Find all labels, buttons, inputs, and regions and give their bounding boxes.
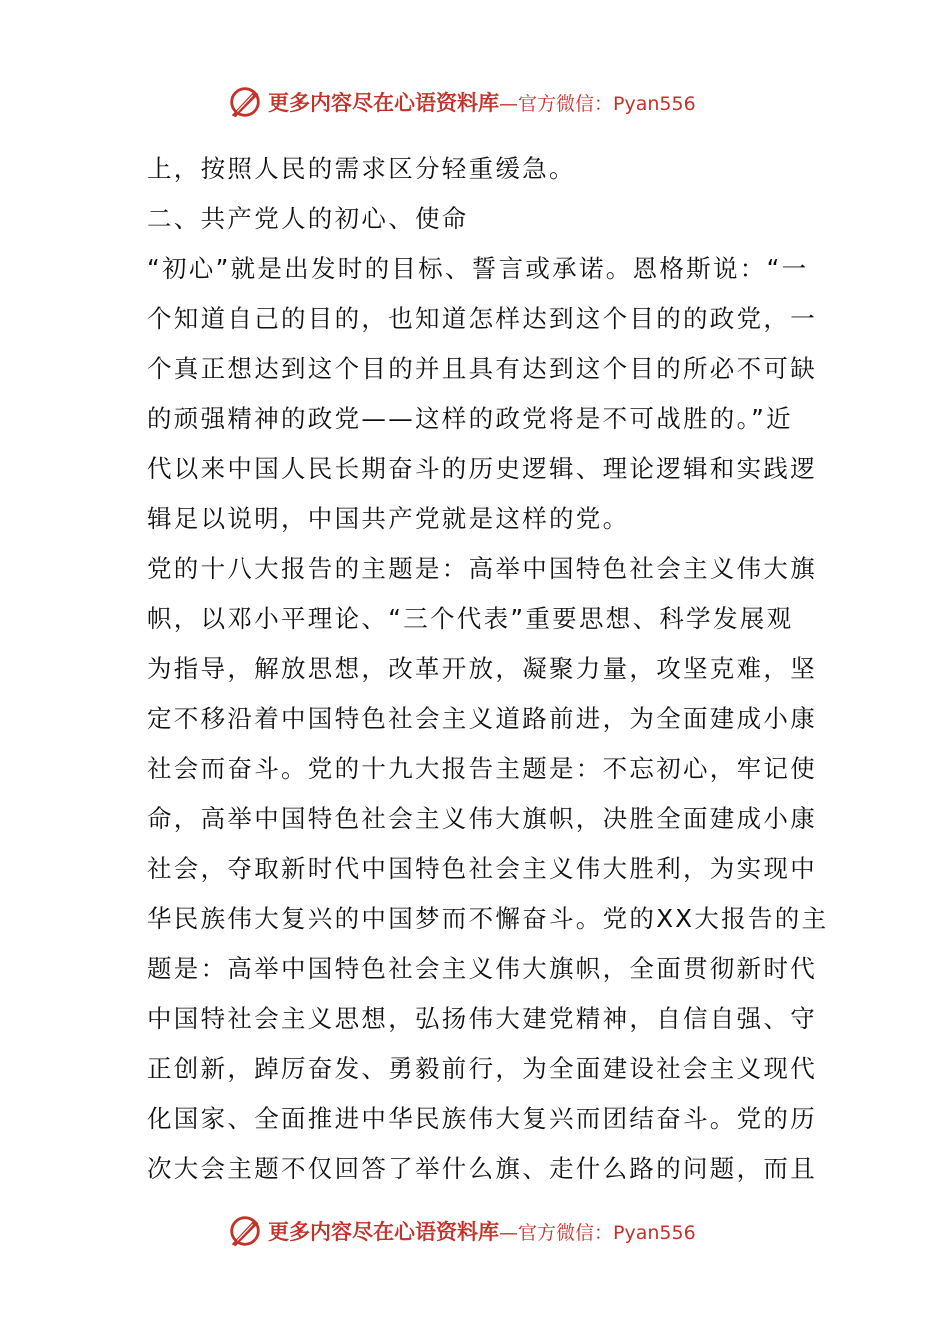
body-line: 党的十八大报告的主题是：高举中国特色社会主义伟大旗 xyxy=(147,554,817,583)
body-line: “初心”就是出发时的目标、誓言或承诺。恩格斯说：“一 xyxy=(147,254,809,283)
body-line: 个真正想达到这个目的并且具有达到这个目的所必不可缺 xyxy=(147,354,817,383)
body-line: 代以来中国人民长期奋斗的历史逻辑、理论逻辑和实践逻 xyxy=(147,454,817,483)
body-line: 社会，夺取新时代中国特色社会主义伟大胜利，为实现中 xyxy=(147,854,817,883)
body-line: 个知道自己的目的，也知道怎样达到这个目的的政党，一 xyxy=(147,304,817,333)
body-line: 上，按照人民的需求区分轻重缓急。 xyxy=(147,154,576,183)
body-line: 命，高举中国特色社会主义伟大旗帜，决胜全面建成小康 xyxy=(147,804,817,833)
body-line: 化国家、全面推进中华民族伟大复兴而团结奋斗。党的历 xyxy=(147,1104,817,1133)
header-banner-title: 更多内容尽在心语资料库 xyxy=(268,90,499,115)
pen-logo-icon xyxy=(226,1212,264,1250)
body-line: 辑足以说明，中国共产党就是这样的党。 xyxy=(147,504,630,533)
header-banner xyxy=(226,82,696,122)
body-line: 次大会主题不仅回答了举什么旗、走什么路的问题，而且 xyxy=(147,1154,817,1183)
footer-banner-title: 更多内容尽在心语资料库 xyxy=(268,1219,499,1244)
section-heading: 二、共产党人的初心、使命 xyxy=(147,204,469,233)
footer-banner xyxy=(226,1211,696,1251)
body-line: 定不移沿着中国特色社会主义道路前进，为全面建成小康 xyxy=(147,704,817,733)
body-line: 的顽强精神的政党——这样的政党将是不可战胜的。”近 xyxy=(147,404,793,433)
pen-logo-icon xyxy=(226,83,264,121)
body-line: 华民族伟大复兴的中国梦而不懈奋斗。党的XX大报告的主 xyxy=(147,904,829,933)
header-banner-wechat: —官方微信：Pyan556 xyxy=(499,92,696,115)
body-line: 帜，以邓小平理论、“三个代表”重要思想、科学发展观 xyxy=(147,604,794,633)
document-body xyxy=(147,144,829,1194)
body-line: 为指导，解放思想，改革开放，凝聚力量，攻坚克难，坚 xyxy=(147,654,817,683)
body-line: 社会而奋斗。党的十九大报告主题是：不忘初心，牢记使 xyxy=(147,754,817,783)
body-line: 正创新，踔厉奋发、勇毅前行，为全面建设社会主义现代 xyxy=(147,1054,817,1083)
body-line: 中国特社会主义思想，弘扬伟大建党精神，自信自强、守 xyxy=(147,1004,817,1033)
body-line: 题是：高举中国特色社会主义伟大旗帜，全面贯彻新时代 xyxy=(147,954,817,983)
footer-banner-wechat: —官方微信：Pyan556 xyxy=(499,1221,696,1244)
